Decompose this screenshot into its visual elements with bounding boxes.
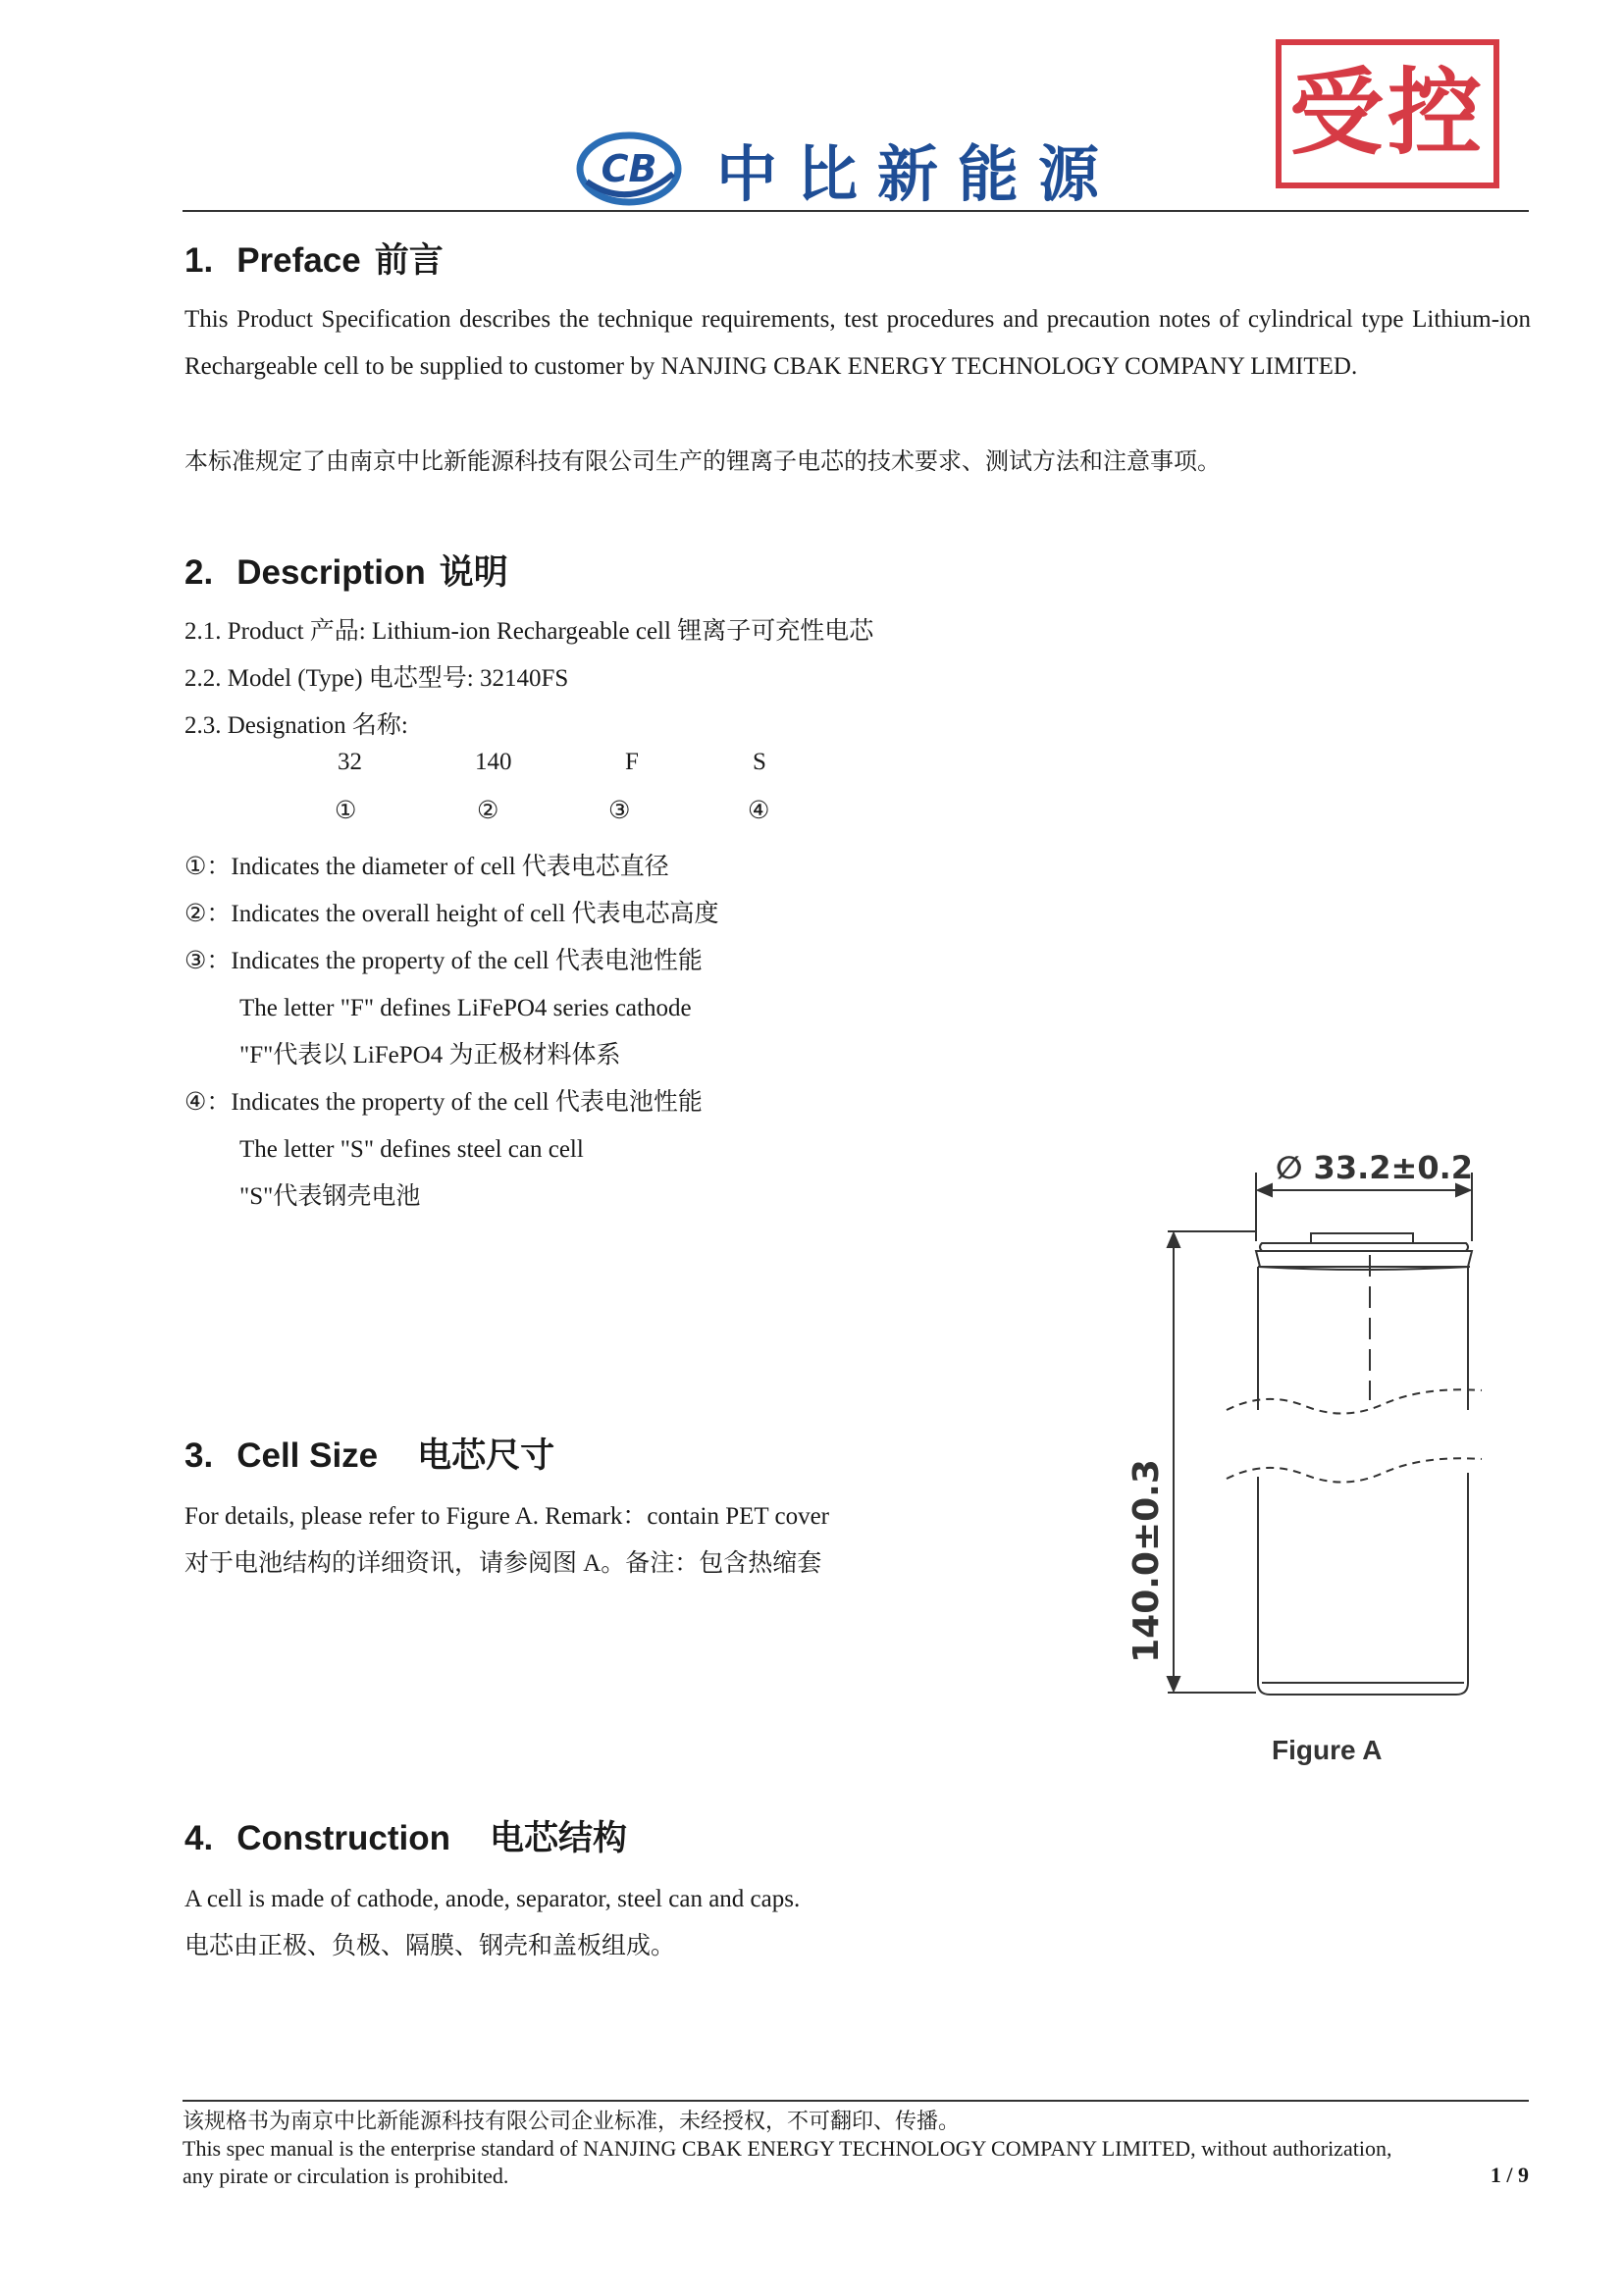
figure-a-cell-drawing xyxy=(1079,1133,1570,1781)
figure-a-caption: Figure A xyxy=(1272,1735,1383,1765)
designation-part: 140 xyxy=(475,749,512,775)
cell-size-text-zh: 对于电池结构的详细资讯，请参阅图 A。备注：包含热缩套 xyxy=(184,1550,822,1577)
section-3-heading: 3. Cell Size 电芯尺寸 xyxy=(184,1436,555,1475)
footer-line-zh: 该规格书为南京中比新能源科技有限公司企业标准，未经授权，不可翻印、传播。 xyxy=(183,2109,961,2133)
construction-text-en: A cell is made of cathode, anode, separator, steel can and caps. xyxy=(184,1886,801,1912)
note-3-detail-zh: "F"代表以 LiFePO4 为正极材料体系 xyxy=(239,1042,621,1069)
designation-mark: ③ xyxy=(608,798,631,824)
footer-line-en-1: This spec manual is the enterprise standard of NANJING CBAK ENERGY TECHNOLOGY COMPANY LIMITED, without authorization, xyxy=(183,2136,1392,2161)
section-1-heading: 1. Preface 前言 xyxy=(184,241,444,280)
description-item-designation: 2.3. Designation 名称: xyxy=(184,712,408,739)
preface-paragraph-en: This Product Specification describes the technique requirements, test procedures and precaution notes of cylindrical type Lithium-ion Rechargeable cell to be supplied to customer by NANJING CBAK ENERGY TECHNOLOGY COMPANY LIMITED. xyxy=(184,306,1531,380)
designation-mark: ① xyxy=(335,798,357,824)
footer-rule xyxy=(183,2100,1529,2102)
construction-text-zh: 电芯由正极、负极、隔膜、钢壳和盖板组成。 xyxy=(184,1933,676,1959)
designation-part: S xyxy=(753,749,766,775)
note-3-detail-en: The letter "F" defines LiFePO4 series cathode xyxy=(239,995,692,1021)
note-2: ②：Indicates the overall height of cell 代表电芯高度 xyxy=(184,901,719,927)
diameter-dimension-label: ∅ 33.2±0.2 xyxy=(1276,1149,1473,1186)
note-3: ③：Indicates the property of the cell 代表电池性能 xyxy=(184,948,703,974)
logo-company-name: 中比新能源 xyxy=(716,137,1120,210)
designation-part: 32 xyxy=(338,749,362,775)
section-4-heading: 4. Construction 电芯结构 xyxy=(184,1819,627,1857)
section-2-heading: 2. Description 说明 xyxy=(184,553,508,592)
designation-part: F xyxy=(625,749,639,775)
page-number: 1 / 9 xyxy=(1490,2163,1529,2187)
designation-mark: ② xyxy=(477,798,499,824)
logo-badge-text: CB xyxy=(601,147,657,190)
designation-mark: ④ xyxy=(748,798,770,824)
height-dimension-label: 140.0±0.3 xyxy=(1126,1459,1167,1663)
description-item-model: 2.2. Model (Type) 电芯型号: 32140FS xyxy=(184,665,569,692)
preface-paragraph-zh: 本标准规定了由南京中比新能源科技有限公司生产的锂离子电芯的技术要求、测试方法和注意事项。 xyxy=(184,447,1221,475)
header-rule xyxy=(183,210,1529,212)
cb-logo-icon xyxy=(575,130,683,207)
footer-notice xyxy=(183,2108,1529,2190)
note-4-detail-zh: "S"代表钢壳电池 xyxy=(239,1183,421,1210)
note-4-detail-en: The letter "S" defines steel can cell xyxy=(239,1136,584,1163)
company-logo xyxy=(575,128,1119,210)
cell-size-text-en: For details, please refer to Figure A. Remark：contain PET cover xyxy=(184,1503,829,1530)
description-item-product: 2.1. Product 产品: Lithium-ion Rechargeable cell 锂离子可充性电芯 xyxy=(184,618,874,645)
note-1: ①：Indicates the diameter of cell 代表电芯直径 xyxy=(184,854,669,880)
note-4: ④：Indicates the property of the cell 代表电池性能 xyxy=(184,1089,703,1116)
footer-line-en-2: any pirate or circulation is prohibited. xyxy=(183,2164,509,2188)
controlled-stamp: 受控 xyxy=(1276,39,1499,188)
